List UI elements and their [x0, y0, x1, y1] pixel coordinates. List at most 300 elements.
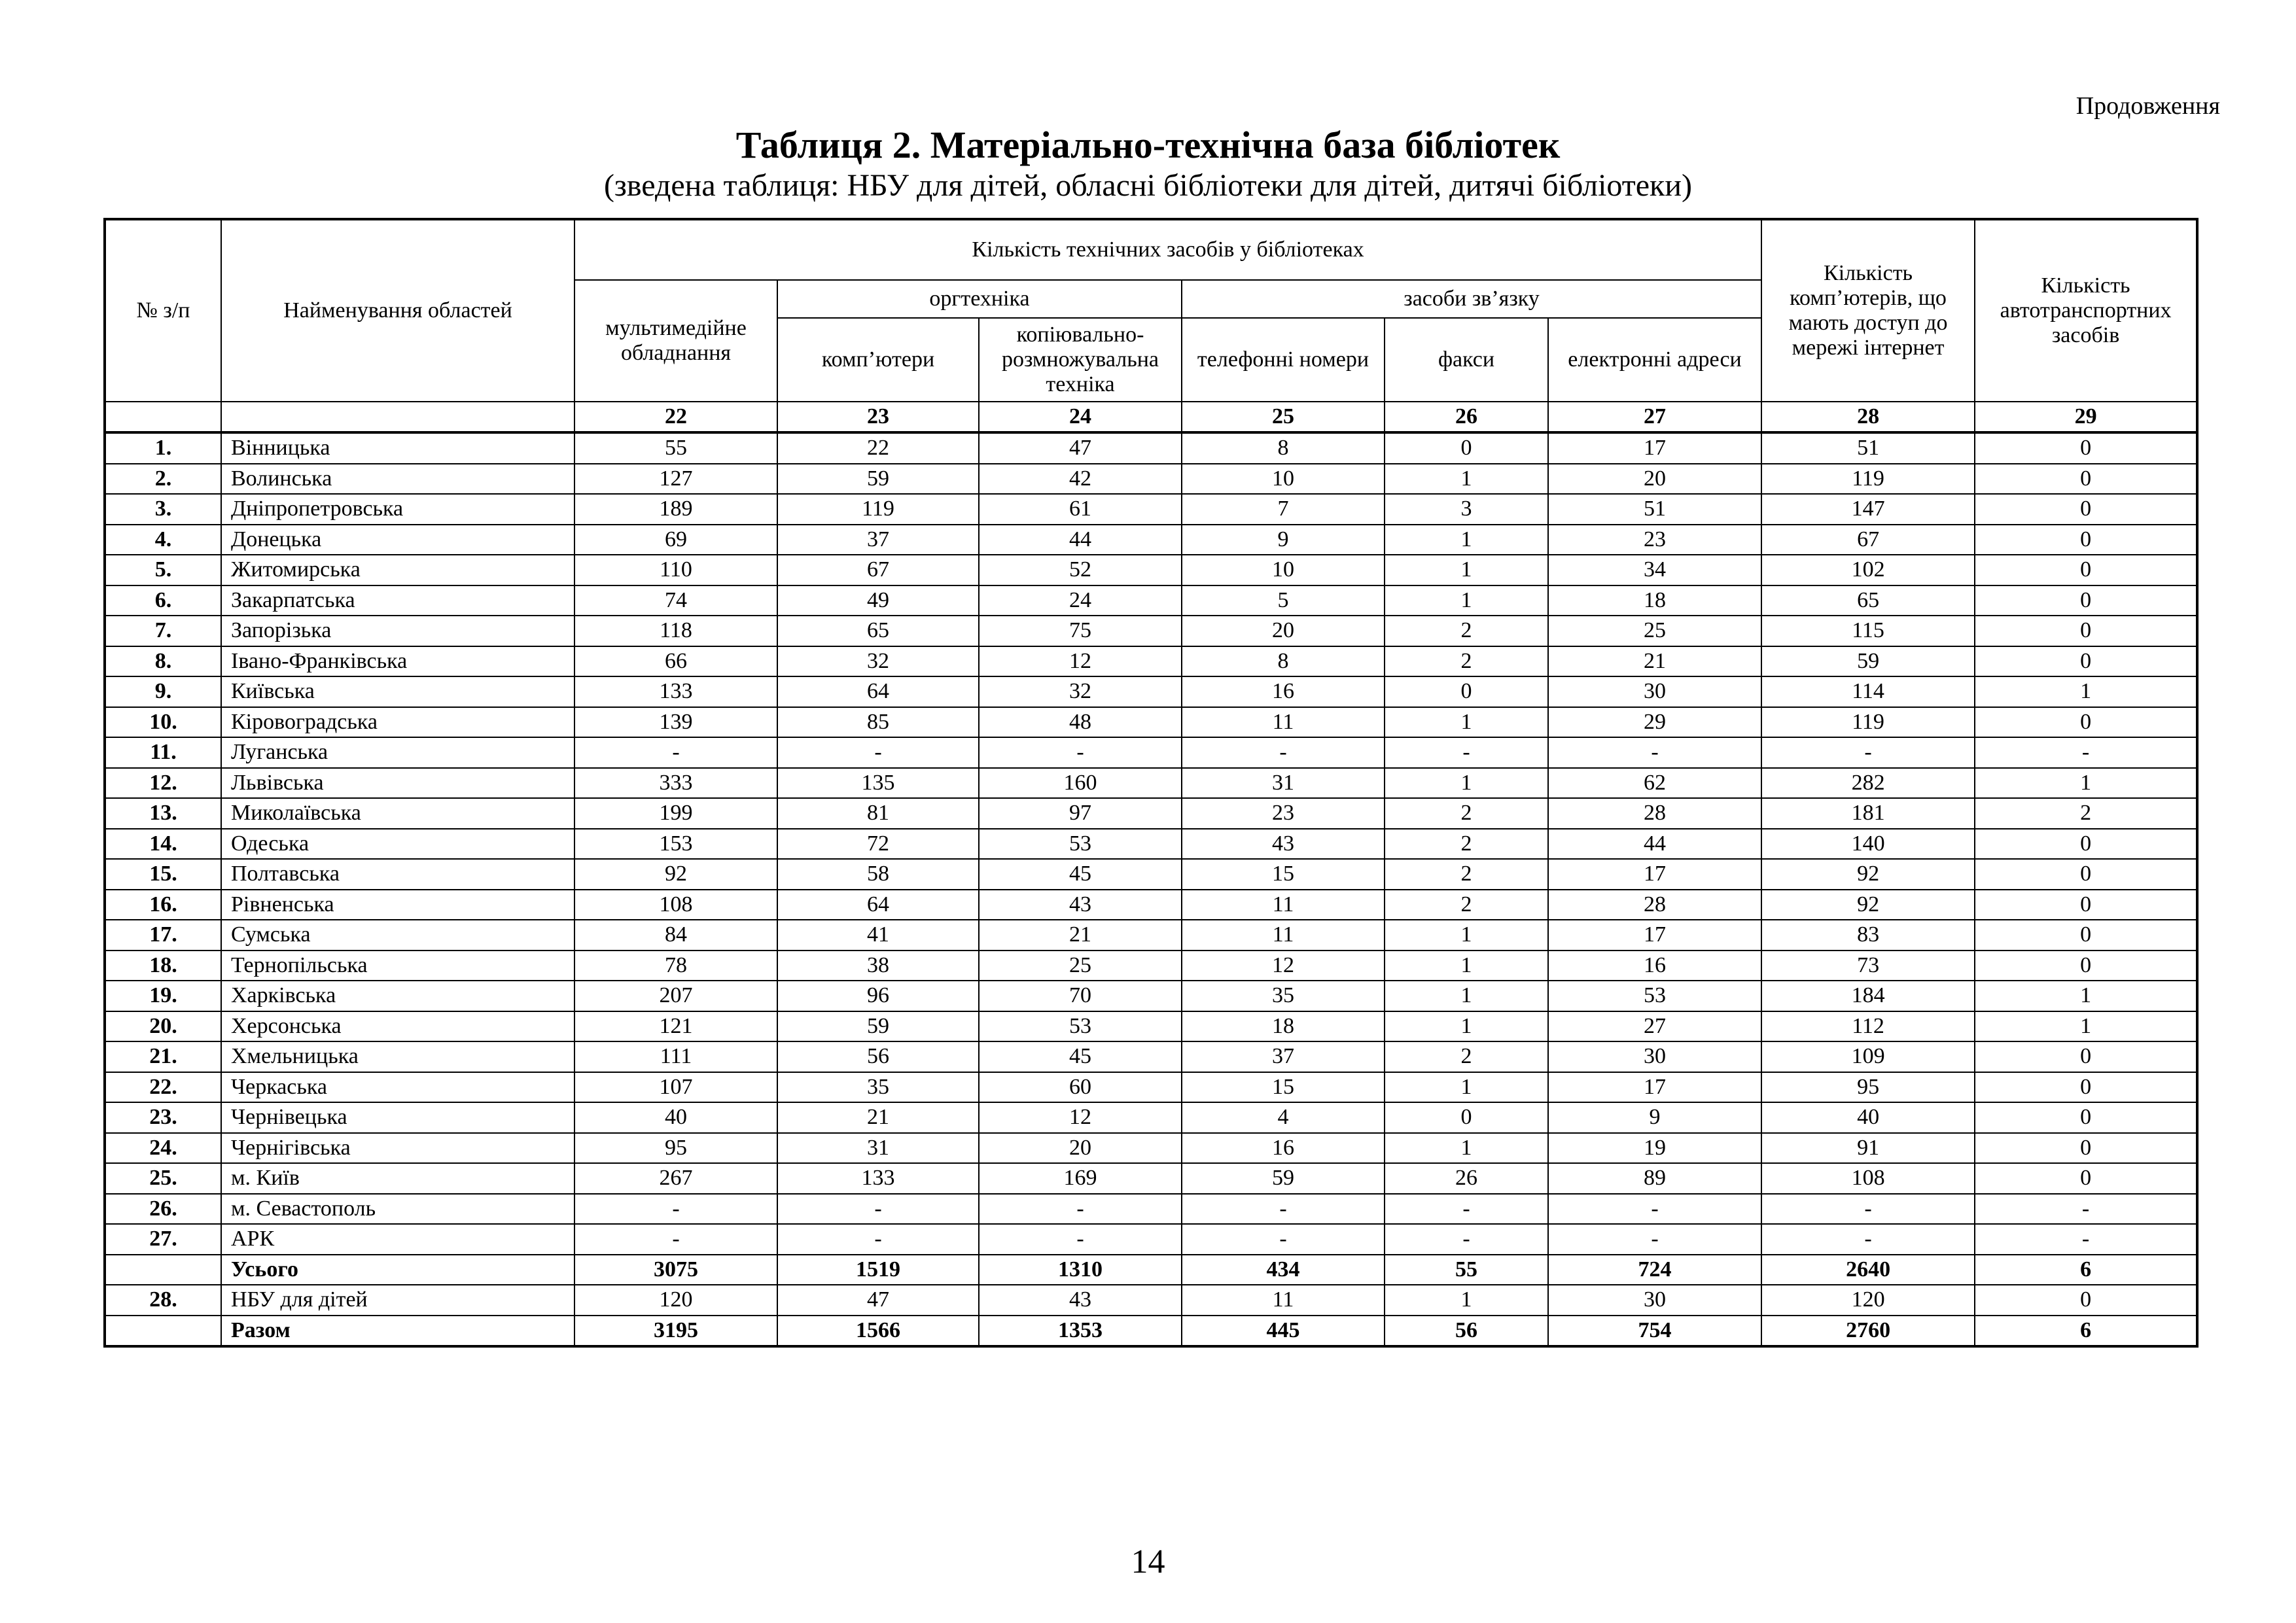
- value-cell: -: [1975, 737, 2197, 768]
- value-cell: 15: [1182, 859, 1385, 890]
- value-cell: 48: [979, 707, 1182, 738]
- value-cell: 3195: [574, 1316, 777, 1347]
- table-row: [105, 464, 2197, 495]
- value-cell: 84: [574, 920, 777, 951]
- value-cell: 53: [979, 1011, 1182, 1042]
- table-row: [105, 1224, 2197, 1255]
- header-computers: комп’ютери: [777, 318, 979, 402]
- value-cell: 37: [777, 525, 979, 555]
- region-name-cell: Львівська: [221, 768, 574, 799]
- value-cell: 153: [574, 829, 777, 860]
- value-cell: 28: [1548, 890, 1761, 920]
- value-cell: 107: [574, 1072, 777, 1103]
- value-cell: 30: [1548, 1041, 1761, 1072]
- value-cell: 1353: [979, 1316, 1182, 1347]
- value-cell: 30: [1548, 1285, 1761, 1316]
- row-number-cell: 28.: [105, 1285, 221, 1316]
- column-number: 27: [1548, 402, 1761, 432]
- value-cell: 40: [574, 1102, 777, 1133]
- value-cell: 22: [777, 432, 979, 464]
- value-cell: 83: [1761, 920, 1975, 951]
- value-cell: 1: [1385, 981, 1548, 1011]
- table-row: [105, 494, 2197, 525]
- value-cell: 67: [1761, 525, 1975, 555]
- value-cell: 207: [574, 981, 777, 1011]
- value-cell: 51: [1761, 432, 1975, 464]
- value-cell: 20: [1548, 464, 1761, 495]
- value-cell: 1: [1385, 1072, 1548, 1103]
- value-cell: 19: [1548, 1133, 1761, 1164]
- header-communication-group: засоби зв’язку: [1182, 280, 1761, 318]
- row-number-cell: 21.: [105, 1041, 221, 1072]
- region-name-cell: АРК: [221, 1224, 574, 1255]
- row-number-cell: 20.: [105, 1011, 221, 1042]
- value-cell: 70: [979, 981, 1182, 1011]
- region-name-cell: Миколаївська: [221, 798, 574, 829]
- header-faxes: факси: [1385, 318, 1548, 402]
- value-cell: 20: [979, 1133, 1182, 1164]
- value-cell: 5: [1182, 585, 1385, 616]
- value-cell: 31: [1182, 768, 1385, 799]
- value-cell: 120: [574, 1285, 777, 1316]
- region-name-cell: Полтавська: [221, 859, 574, 890]
- value-cell: 92: [574, 859, 777, 890]
- value-cell: 11: [1182, 1285, 1385, 1316]
- table-title: Таблиця 2. Матеріально-технічна база бібліотек: [735, 124, 1561, 166]
- value-cell: 23: [1548, 525, 1761, 555]
- value-cell: 17: [1548, 432, 1761, 464]
- value-cell: 34: [1548, 555, 1761, 585]
- value-cell: 35: [777, 1072, 979, 1103]
- value-cell: 38: [777, 951, 979, 981]
- value-cell: 140: [1761, 829, 1975, 860]
- value-cell: 1310: [979, 1255, 1182, 1285]
- value-cell: 21: [1548, 646, 1761, 677]
- value-cell: 55: [1385, 1255, 1548, 1285]
- value-cell: 181: [1761, 798, 1975, 829]
- header-tech-means-group: Кількість технічних засобів у бібліотеках: [574, 219, 1761, 280]
- region-name-cell: Харківська: [221, 981, 574, 1011]
- value-cell: 0: [1975, 1133, 2197, 1164]
- value-cell: 121: [574, 1011, 777, 1042]
- value-cell: 12: [1182, 951, 1385, 981]
- value-cell: 41: [777, 920, 979, 951]
- value-cell: -: [1548, 1224, 1761, 1255]
- value-cell: 1566: [777, 1316, 979, 1347]
- region-name-cell: Житомирська: [221, 555, 574, 585]
- value-cell: 754: [1548, 1316, 1761, 1347]
- value-cell: 89: [1548, 1163, 1761, 1194]
- table-row: [105, 676, 2197, 707]
- region-name-cell: Луганська: [221, 737, 574, 768]
- value-cell: 147: [1761, 494, 1975, 525]
- value-cell: 127: [574, 464, 777, 495]
- value-cell: 81: [777, 798, 979, 829]
- region-name-cell: Херсонська: [221, 1011, 574, 1042]
- value-cell: 267: [574, 1163, 777, 1194]
- value-cell: 1: [1385, 951, 1548, 981]
- value-cell: 91: [1761, 1133, 1975, 1164]
- table-row: [105, 432, 2197, 464]
- region-name-cell: Донецька: [221, 525, 574, 555]
- header-phone-numbers: телефонні номери: [1182, 318, 1385, 402]
- value-cell: 25: [1548, 616, 1761, 646]
- value-cell: 35: [1182, 981, 1385, 1011]
- value-cell: 92: [1761, 890, 1975, 920]
- value-cell: 724: [1548, 1255, 1761, 1285]
- value-cell: 47: [979, 432, 1182, 464]
- row-number-cell: 27.: [105, 1224, 221, 1255]
- row-number-cell: 12.: [105, 768, 221, 799]
- value-cell: 0: [1975, 616, 2197, 646]
- value-cell: 42: [979, 464, 1182, 495]
- value-cell: -: [1975, 1194, 2197, 1225]
- value-cell: 15: [1182, 1072, 1385, 1103]
- region-name-cell: Київська: [221, 676, 574, 707]
- value-cell: -: [777, 1194, 979, 1225]
- table-row: [105, 1285, 2197, 1316]
- value-cell: 0: [1975, 859, 2197, 890]
- value-cell: 133: [574, 676, 777, 707]
- region-name-cell: Рівненська: [221, 890, 574, 920]
- value-cell: 0: [1975, 646, 2197, 677]
- value-cell: 0: [1975, 920, 2197, 951]
- row-number-cell: [105, 1316, 221, 1347]
- value-cell: 85: [777, 707, 979, 738]
- value-cell: 43: [1182, 829, 1385, 860]
- value-cell: 43: [979, 1285, 1182, 1316]
- table-row: [105, 768, 2197, 799]
- table-row: [105, 1133, 2197, 1164]
- value-cell: 11: [1182, 890, 1385, 920]
- value-cell: 2: [1385, 859, 1548, 890]
- header-multimedia: мультимедійне обладнання: [574, 280, 777, 402]
- value-cell: 64: [777, 890, 979, 920]
- value-cell: -: [1761, 737, 1975, 768]
- value-cell: 26: [1385, 1163, 1548, 1194]
- table-row: [105, 707, 2197, 738]
- value-cell: 40: [1761, 1102, 1975, 1133]
- region-name-cell: Закарпатська: [221, 585, 574, 616]
- row-number-cell: 19.: [105, 981, 221, 1011]
- value-cell: 1519: [777, 1255, 979, 1285]
- value-cell: 23: [1182, 798, 1385, 829]
- value-cell: 8: [1182, 432, 1385, 464]
- value-cell: 1: [1385, 707, 1548, 738]
- value-cell: 112: [1761, 1011, 1975, 1042]
- value-cell: 1: [1975, 1011, 2197, 1042]
- value-cell: 59: [1761, 646, 1975, 677]
- value-cell: 189: [574, 494, 777, 525]
- table-subtitle: (зведена таблиця: НБУ для дітей, обласні бібліотеки для дітей, дитячі бібліотеки): [603, 168, 1693, 203]
- value-cell: -: [1385, 737, 1548, 768]
- value-cell: 0: [1975, 890, 2197, 920]
- value-cell: -: [574, 1194, 777, 1225]
- value-cell: 95: [574, 1133, 777, 1164]
- value-cell: -: [979, 1224, 1182, 1255]
- value-cell: 2640: [1761, 1255, 1975, 1285]
- value-cell: -: [1385, 1194, 1548, 1225]
- value-cell: 2: [1385, 798, 1548, 829]
- table-row: [105, 616, 2197, 646]
- value-cell: 21: [979, 920, 1182, 951]
- value-cell: 0: [1975, 1163, 2197, 1194]
- value-cell: 108: [574, 890, 777, 920]
- value-cell: 97: [979, 798, 1182, 829]
- value-cell: 32: [979, 676, 1182, 707]
- value-cell: -: [1548, 737, 1761, 768]
- value-cell: 12: [979, 646, 1182, 677]
- table-row: [105, 981, 2197, 1011]
- value-cell: 1: [1975, 981, 2197, 1011]
- table-total-row: [105, 1255, 2197, 1285]
- value-cell: 3075: [574, 1255, 777, 1285]
- region-name-cell: Хмельницька: [221, 1041, 574, 1072]
- value-cell: 59: [777, 1011, 979, 1042]
- value-cell: -: [1385, 1224, 1548, 1255]
- value-cell: 12: [979, 1102, 1182, 1133]
- column-number: 29: [1975, 402, 2197, 432]
- region-name-cell: Тернопільська: [221, 951, 574, 981]
- value-cell: 1: [1385, 1011, 1548, 1042]
- value-cell: 133: [777, 1163, 979, 1194]
- region-name-cell: Вінницька: [221, 432, 574, 464]
- value-cell: 2: [1385, 890, 1548, 920]
- value-cell: 25: [979, 951, 1182, 981]
- value-cell: 2: [1385, 616, 1548, 646]
- value-cell: 0: [1975, 1041, 2197, 1072]
- value-cell: 1: [1975, 676, 2197, 707]
- value-cell: 1: [1975, 768, 2197, 799]
- value-cell: 45: [979, 1041, 1182, 1072]
- region-name-cell: Черкаська: [221, 1072, 574, 1103]
- table-row: [105, 798, 2197, 829]
- row-number-cell: 10.: [105, 707, 221, 738]
- value-cell: -: [777, 737, 979, 768]
- value-cell: 119: [1761, 707, 1975, 738]
- value-cell: 11: [1182, 920, 1385, 951]
- value-cell: 4: [1182, 1102, 1385, 1133]
- table-total-row: [105, 1316, 2197, 1347]
- table-row: [105, 920, 2197, 951]
- value-cell: 17: [1548, 859, 1761, 890]
- value-cell: 118: [574, 616, 777, 646]
- row-number-cell: 22.: [105, 1072, 221, 1103]
- value-cell: 6: [1975, 1255, 2197, 1285]
- value-cell: 69: [574, 525, 777, 555]
- value-cell: 44: [1548, 829, 1761, 860]
- region-name-cell: Волинська: [221, 464, 574, 495]
- value-cell: -: [574, 1224, 777, 1255]
- library-equipment-table: [103, 218, 2199, 1348]
- value-cell: 184: [1761, 981, 1975, 1011]
- region-name-cell: Дніпропетровська: [221, 494, 574, 525]
- value-cell: -: [1182, 737, 1385, 768]
- value-cell: 1: [1385, 1285, 1548, 1316]
- column-number: 23: [777, 402, 979, 432]
- value-cell: 53: [1548, 981, 1761, 1011]
- column-number: 22: [574, 402, 777, 432]
- region-name-cell: Кіровоградська: [221, 707, 574, 738]
- value-cell: 3: [1385, 494, 1548, 525]
- value-cell: 8: [1182, 646, 1385, 677]
- value-cell: 0: [1975, 829, 2197, 860]
- row-number-cell: 3.: [105, 494, 221, 525]
- value-cell: -: [1548, 1194, 1761, 1225]
- value-cell: 58: [777, 859, 979, 890]
- value-cell: 31: [777, 1133, 979, 1164]
- value-cell: -: [1182, 1194, 1385, 1225]
- value-cell: -: [1182, 1224, 1385, 1255]
- value-cell: 9: [1182, 525, 1385, 555]
- table-row: [105, 1041, 2197, 1072]
- value-cell: 120: [1761, 1285, 1975, 1316]
- table-row: [105, 737, 2197, 768]
- value-cell: 2: [1385, 829, 1548, 860]
- table-row: [105, 890, 2197, 920]
- value-cell: 102: [1761, 555, 1975, 585]
- value-cell: 11: [1182, 707, 1385, 738]
- value-cell: -: [979, 1194, 1182, 1225]
- table-body: [105, 432, 2197, 1346]
- row-number-cell: 9.: [105, 676, 221, 707]
- value-cell: 78: [574, 951, 777, 981]
- value-cell: 109: [1761, 1041, 1975, 1072]
- value-cell: 1: [1385, 585, 1548, 616]
- value-cell: 73: [1761, 951, 1975, 981]
- value-cell: 55: [574, 432, 777, 464]
- value-cell: 18: [1548, 585, 1761, 616]
- table-row: [105, 585, 2197, 616]
- value-cell: 66: [574, 646, 777, 677]
- region-name-cell: м. Севастополь: [221, 1194, 574, 1225]
- value-cell: 95: [1761, 1072, 1975, 1103]
- value-cell: 445: [1182, 1316, 1385, 1347]
- region-name-cell: Івано-Франківська: [221, 646, 574, 677]
- value-cell: 65: [777, 616, 979, 646]
- value-cell: 0: [1975, 555, 2197, 585]
- row-number-cell: 5.: [105, 555, 221, 585]
- table-row: [105, 1011, 2197, 1042]
- header-office-equipment-group: оргтехніка: [777, 280, 1182, 318]
- row-number-cell: 26.: [105, 1194, 221, 1225]
- value-cell: 169: [979, 1163, 1182, 1194]
- value-cell: 43: [979, 890, 1182, 920]
- region-name-cell: м. Київ: [221, 1163, 574, 1194]
- table-row: [105, 1102, 2197, 1133]
- value-cell: 53: [979, 829, 1182, 860]
- value-cell: 0: [1385, 1102, 1548, 1133]
- value-cell: 114: [1761, 676, 1975, 707]
- row-number-cell: 11.: [105, 737, 221, 768]
- header-region-name: Найменування областей: [221, 219, 574, 402]
- value-cell: 2: [1385, 646, 1548, 677]
- value-cell: 65: [1761, 585, 1975, 616]
- value-cell: 21: [777, 1102, 979, 1133]
- value-cell: -: [777, 1224, 979, 1255]
- header-vehicles: Кількість автотранспортних засобів: [1975, 219, 2197, 402]
- value-cell: 0: [1975, 494, 2197, 525]
- value-cell: 282: [1761, 768, 1975, 799]
- value-cell: 1: [1385, 555, 1548, 585]
- value-cell: 29: [1548, 707, 1761, 738]
- value-cell: 135: [777, 768, 979, 799]
- row-number-cell: 4.: [105, 525, 221, 555]
- row-number-cell: 8.: [105, 646, 221, 677]
- value-cell: 60: [979, 1072, 1182, 1103]
- value-cell: -: [979, 737, 1182, 768]
- value-cell: 17: [1548, 1072, 1761, 1103]
- column-numbers-row: [105, 402, 2197, 432]
- region-name-cell: Запорізька: [221, 616, 574, 646]
- value-cell: 10: [1182, 555, 1385, 585]
- continuation-label: Продовження: [2075, 92, 2220, 120]
- value-cell: 24: [979, 585, 1182, 616]
- value-cell: 28: [1548, 798, 1761, 829]
- region-name-cell: Сумська: [221, 920, 574, 951]
- row-number-cell: [105, 1255, 221, 1285]
- value-cell: 20: [1182, 616, 1385, 646]
- value-cell: 45: [979, 859, 1182, 890]
- value-cell: 0: [1975, 1285, 2197, 1316]
- value-cell: 1: [1385, 525, 1548, 555]
- value-cell: 0: [1975, 432, 2197, 464]
- value-cell: 0: [1975, 707, 2197, 738]
- value-cell: -: [574, 737, 777, 768]
- row-number-cell: 1.: [105, 432, 221, 464]
- value-cell: 6: [1975, 1316, 2197, 1347]
- value-cell: 52: [979, 555, 1182, 585]
- value-cell: 27: [1548, 1011, 1761, 1042]
- value-cell: 0: [1385, 432, 1548, 464]
- region-name-cell: Чернігівська: [221, 1133, 574, 1164]
- value-cell: 64: [777, 676, 979, 707]
- row-number-cell: 14.: [105, 829, 221, 860]
- header-internet-computers: Кількість комп’ютерів, що мають доступ до мережі інтернет: [1761, 219, 1975, 402]
- table-row: [105, 1163, 2197, 1194]
- page-number: 14: [1131, 1543, 1165, 1580]
- header-email-addresses: електронні адреси: [1548, 318, 1761, 402]
- value-cell: 30: [1548, 676, 1761, 707]
- value-cell: 1: [1385, 920, 1548, 951]
- value-cell: 333: [574, 768, 777, 799]
- value-cell: 199: [574, 798, 777, 829]
- table-row: [105, 859, 2197, 890]
- value-cell: -: [1975, 1224, 2197, 1255]
- value-cell: 0: [1975, 1072, 2197, 1103]
- row-number-cell: 13.: [105, 798, 221, 829]
- value-cell: 9: [1548, 1102, 1761, 1133]
- value-cell: 1: [1385, 1133, 1548, 1164]
- value-cell: 434: [1182, 1255, 1385, 1285]
- value-cell: 16: [1548, 951, 1761, 981]
- value-cell: 139: [574, 707, 777, 738]
- value-cell: 1: [1385, 768, 1548, 799]
- table-row: [105, 525, 2197, 555]
- row-number-cell: 7.: [105, 616, 221, 646]
- value-cell: 1: [1385, 464, 1548, 495]
- table-row: [105, 1194, 2197, 1225]
- row-number-cell: 15.: [105, 859, 221, 890]
- region-name-cell: Разом: [221, 1316, 574, 1347]
- value-cell: 59: [1182, 1163, 1385, 1194]
- value-cell: 72: [777, 829, 979, 860]
- value-cell: 32: [777, 646, 979, 677]
- row-number-cell: 25.: [105, 1163, 221, 1194]
- column-number: 24: [979, 402, 1182, 432]
- value-cell: 56: [1385, 1316, 1548, 1347]
- table-row: [105, 646, 2197, 677]
